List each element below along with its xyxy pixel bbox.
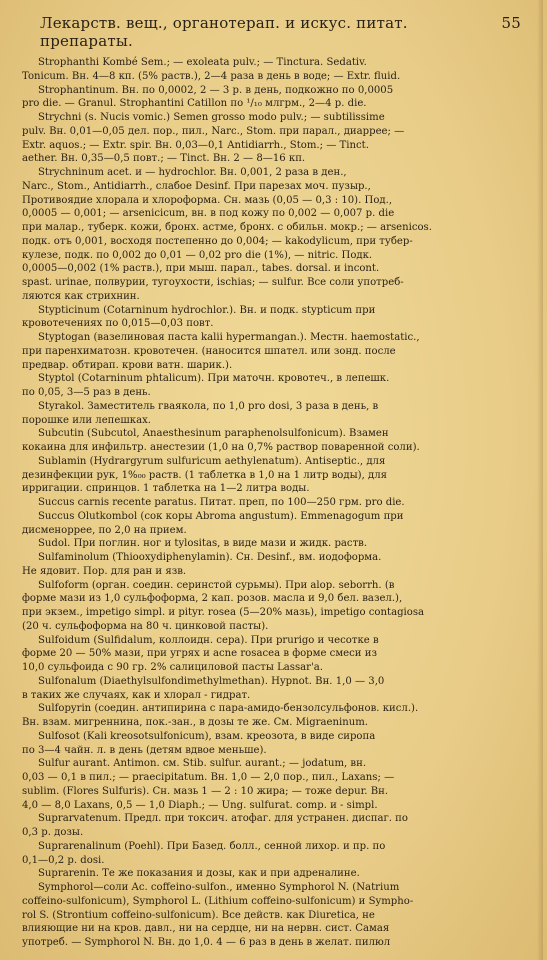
- entry-line: при экзем., impetigo simpl. и pityr. rosea (5—20% мазь), impetigo contagiosa: [22, 607, 425, 618]
- entry-line: Strophantinum. Вн. по 0,0002, 2 — 3 р. в день, подкожно по 0,0005: [38, 84, 394, 96]
- entry-line: влияющие ни на кров. давл., ни на сердце, ни на нервн. сист. Самая: [22, 923, 390, 935]
- entry-line: Sulfoidum (Sulfidalum, коллоидн. сера). При prurigo и чесотке в: [38, 634, 379, 646]
- entry-line: coffeino-sulfonicum), Symphorol L. (Lithium coffeino-sulfonicum) и Sympho-: [22, 895, 414, 907]
- entry-line: Strychni (s. Nucis vomic.) Semen grosso modo pulv.; — subtilissime: [38, 112, 385, 123]
- entry-line: кулезе, подк. по 0,002 до 0,01 — 0,02 pro die (1%), — nitric. Подк.: [22, 249, 373, 261]
- page-header: [22, 10, 527, 56]
- entry-line: Sulfonalum (Diaethylsulfondimethylmethan). Hypnot. Вн. 1,0 — 3,0: [38, 675, 385, 687]
- entry-line: кокаина для инфильтр. анестезии (1,0 на 0,7% раствор поваренной соли).: [22, 442, 420, 453]
- dictionary-entry: [22, 166, 527, 304]
- entry-line: Не ядовит. Пор. для ран и язв.: [22, 565, 187, 577]
- entry-line: Narc., Stom., Antidiarrh., слабое Desinf. При парезах моч. пузыр.,: [22, 180, 371, 192]
- page-number: 55: [501, 14, 521, 32]
- entry-line: pro die. — Granul. Strophantini Catillon по ¹/₁₀ млгрм., 2—4 р. die.: [22, 98, 367, 110]
- entry-line: pulv. Вн. 0,01—0,05 дел. пор., пил., Narc., Stom. при парал., диаррее; —: [22, 125, 405, 137]
- dictionary-entry: [22, 675, 527, 703]
- entry-line: ирригации. спринцов. 1 таблетка на 1—2 литра воды.: [22, 483, 310, 495]
- entry-line: 0,0005 — 0,001; — arsenicicum, вн. в под кожу по 0,002 — 0,007 р. die: [22, 208, 395, 220]
- entry-line: 0,0005—0,002 (1% раств.), при мыш. парал., tabes. dorsal. и incont.: [22, 263, 380, 275]
- dictionary-entry: [22, 867, 527, 881]
- entry-line: употреб. — Symphorol N. Вн. до 1,0. 4 — 6 раз в день в желат. пилюл: [22, 937, 391, 948]
- entry-line: Sulfosot (Kali kreosotsulfonicum), взам. креозота, в виде сиропа: [38, 730, 376, 742]
- entry-line: по 0,05, 3—5 раз в день.: [22, 387, 151, 398]
- entry-line: предвар. обтирап. крови ватн. шарик.).: [22, 359, 233, 371]
- dictionary-entry: [22, 840, 527, 868]
- page-edge-shadow: [537, 0, 543, 960]
- entry-line: Styptogan (вазелиновая паста kalii hypermangan.). Местн. haemostatic.,: [38, 332, 420, 343]
- entry-line: в таких же случаях, как и хлорал - гидрат.: [22, 689, 251, 701]
- dictionary-entry: [22, 579, 527, 634]
- entry-line: Succus carnis recente paratus. Питат. преп, по 100—250 грм. pro die.: [38, 497, 405, 508]
- entry-line: подк. отъ 0,001, восходя постепенно до 0,004; — kakodylicum, при тубер-: [22, 235, 413, 247]
- entry-line: 0,3 р. дозы.: [22, 827, 84, 838]
- entry-line: Вн. взам. мигреннина, пок.-зан., в дозы те же. См. Migraeninum.: [22, 717, 369, 728]
- dictionary-entry: [22, 372, 527, 400]
- entry-line: Extr. aquos.; — Extr. spir. Вн. 0,03—0,1 Antidiarrh., Stom.; — Tinct.: [22, 139, 369, 151]
- entry-line: Sublamin (Hydrargyrum sulfuricum aethylenatum). Antiseptic., для: [38, 455, 386, 467]
- dictionary-entry: [22, 56, 527, 84]
- entry-line: 0,1—0,2 р. dosi.: [22, 854, 105, 866]
- entry-line: Противоядие хлоралa и хлороформа. Сн. мазь (0,05 — 0,3 : 10). Под.,: [22, 194, 393, 206]
- entry-line: ляются как стрихнин.: [22, 290, 140, 302]
- entry-line: порошке или лепешках.: [22, 414, 151, 426]
- entry-line: Sulfaminolum (Thiooxydiphenylamin). Сн. Desinf., вм. иодоформа.: [38, 552, 382, 563]
- entry-line: Stypticinum (Cotarninum hydrochlor.). Вн. и подк. stypticum при: [38, 304, 376, 316]
- entry-line: по 3—4 чайн. л. в день (детям вдвое меньше).: [22, 744, 267, 756]
- entry-line: Sudol. При поглин. ног и tylositas, в виде мази и жидк. раств.: [38, 538, 368, 550]
- dictionary-entry: [22, 331, 527, 372]
- entry-line: Styptol (Cotarninum phtalicum). При маточн. кровотеч., в лепешк.: [38, 373, 390, 385]
- entry-line: Symphorol—соли Ac. coffeino-sulfon., именно Symphorol N. (Natrium: [38, 882, 400, 893]
- entry-line: Succus Olutkombol (сок коры Abroma angustum). Emmenagogum при: [38, 510, 404, 522]
- page-body: [22, 56, 527, 950]
- entry-line: 4,0 — 8,0 Laxans, 0,5 — 1,0 Diaph.; — Ung. sulfurat. comp. и - simpl.: [22, 799, 378, 811]
- dictionary-entry: [22, 551, 527, 579]
- entry-line: 10,0 сульфоида с 90 гр. 2% салициловой пасты Lassar'a.: [22, 662, 323, 673]
- entry-line: Strophanthi Kombé Sem.; — exoleata pulv.; — Tinctura. Sedativ.: [38, 57, 367, 68]
- entry-line: Styrakol. Заместитель гваякола, по 1,0 pro dosi, 3 раза в день, в: [38, 400, 379, 412]
- dictionary-entry: [22, 730, 527, 758]
- dictionary-entry: [22, 455, 527, 496]
- dictionary-entry: [22, 537, 527, 551]
- entry-line: Sulfoform (орган. соедин. серинстой сурьмы). При alop. seborrh. (в: [38, 579, 395, 591]
- entry-line: Strychninum acet. и — hydrochlor. Вн. 0,001, 2 раза в ден.,: [38, 167, 347, 178]
- dictionary-entry: [22, 757, 527, 812]
- dictionary-entry: [22, 111, 527, 166]
- entry-line: дезинфекции рук, 1%₀₀ раств. (1 таблетка в 1,0 на 1 литр воды), для: [22, 469, 387, 481]
- entry-line: Suprarenalinum (Poehl). При Базед. болл., сенной лихор. и пр. по: [38, 840, 386, 852]
- dictionary-entry: [22, 84, 527, 112]
- entry-line: aether. Вн. 0,35—0,5 повт.; — Tinct. Вн. 2 — 8—16 кп.: [22, 153, 306, 165]
- entry-line: Suprarvatenum. Предл. при токсич. атофаг. для устранен. диспаг. по: [38, 813, 408, 825]
- entry-line: rol S. (Strontium coffeino-sulfonicum). Все действ. как Diuretica, не: [22, 909, 375, 921]
- dictionary-entry: [22, 702, 527, 730]
- entry-line: Tonicum. Вн. 4—8 кп. (5% раств.), 2—4 раза в день в воде; — Extr. fluid.: [22, 70, 401, 82]
- dictionary-entry: [22, 881, 527, 950]
- entry-line: Sulfur aurant. Antimon. см. Stib. sulfur. aurant.; — jodatum, вн.: [38, 758, 367, 770]
- entry-line: (20 ч. сульфоформа на 80 ч. цинковой пасты).: [22, 620, 269, 632]
- entry-line: дисменоррее, по 2,0 на прием.: [22, 524, 187, 536]
- entry-line: форме 20 — 50% мази, при угрях и acne rosacea в форме смеси из: [22, 648, 377, 660]
- entry-line: кровотечениях по 0,015—0,03 повт.: [22, 318, 214, 330]
- entry-line: Sulfopyrin (соедин. антипирина с пара-амидо-бензолсульфонов. кисл.).: [38, 703, 419, 715]
- dictionary-entry: [22, 634, 527, 675]
- entry-line: spast. urinae, полвурии, тугоухости, ischias; — sulfur. Все соли употреб-: [22, 277, 404, 288]
- running-title: Лекарств. вещ., органотерап. и искус. питат. препараты.: [40, 14, 408, 50]
- entry-line: 0,03 — 0,1 в пил.; — praecipitatum. Вн. 1,0 — 2,0 пор., пил., Laxans; —: [22, 772, 395, 783]
- dictionary-entry: [22, 304, 527, 332]
- entry-line: sublim. (Flores Sulfuris). Сн. мазь 1 — 2 : 10 жира; — тоже depur. Вн.: [22, 785, 389, 797]
- entry-line: при паренхиматозн. кровотечен. (наносится шпател. или зонд. после: [22, 345, 396, 357]
- dictionary-entry: [22, 427, 527, 455]
- entry-line: форме мази из 1,0 сульфоформа, 2 кап. розов. масла и 9,0 бел. вазел.),: [22, 593, 403, 605]
- entry-line: Suprarenin. Те же показания и дозы, как и при адреналине.: [38, 868, 360, 880]
- dictionary-entry: [22, 812, 527, 840]
- entry-line: при малар., туберк. кожи, бронх. астме, бронх. с обильн. мокр.; — arsenicos.: [22, 222, 432, 233]
- entry-line: Subcutin (Subcutol, Anaesthesinum paraphenolsulfonicum). Взамен: [38, 428, 389, 440]
- dictionary-entry: [22, 510, 527, 538]
- dictionary-entry: [22, 496, 527, 510]
- dictionary-entry: [22, 400, 527, 428]
